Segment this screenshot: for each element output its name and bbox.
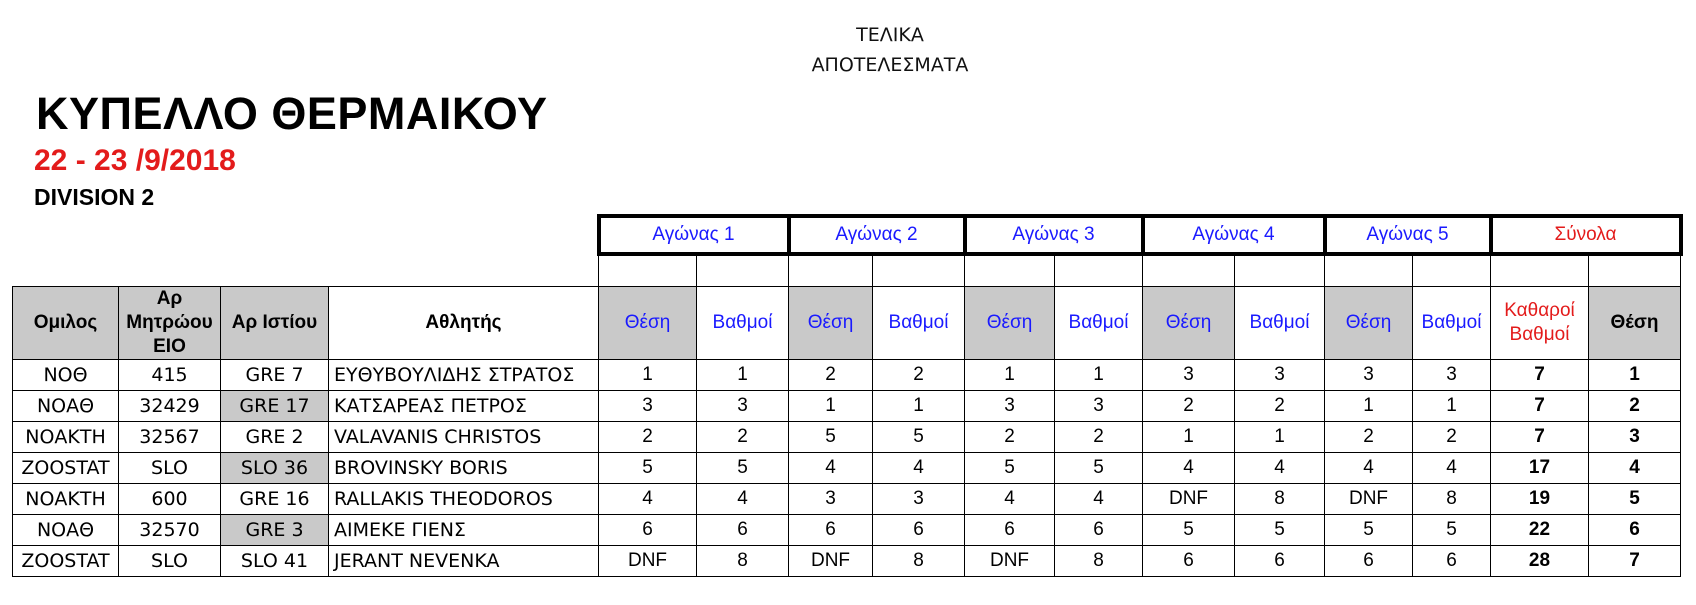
race-2-header: Αγώνας 2 <box>789 216 965 254</box>
race-2-position-cell: 4 <box>789 453 873 484</box>
race-2-points-cell: 2 <box>873 360 965 391</box>
spacer-row <box>13 254 1681 287</box>
reg-number-cell: 415 <box>119 360 221 391</box>
race-4-points-cell: 1 <box>1235 422 1325 453</box>
race-4-points-cell: 8 <box>1235 484 1325 515</box>
table-row <box>13 453 1681 484</box>
race-1-points-cell: 3 <box>697 391 789 422</box>
race-5-points-cell: 6 <box>1413 546 1491 577</box>
race-3-points-cell: 3 <box>1055 391 1143 422</box>
race-1-position-cell: 3 <box>599 391 697 422</box>
club-cell: ΝΟΑΘ <box>13 515 119 546</box>
club-cell: ΝΟΑΚΤΗ <box>13 484 119 515</box>
race-2-points-cell: 6 <box>873 515 965 546</box>
table-row <box>13 484 1681 515</box>
race-1-position-cell: 5 <box>599 453 697 484</box>
race-1-points-header: Βαθμοί <box>697 287 789 360</box>
race-2-position-cell: 6 <box>789 515 873 546</box>
sail-number-cell: GRE 7 <box>221 360 329 391</box>
race-3-position-cell: 3 <box>965 391 1055 422</box>
race-4-position-cell: 1 <box>1143 422 1235 453</box>
reg-number-cell: 32429 <box>119 391 221 422</box>
race-1-position-cell: 1 <box>599 360 697 391</box>
race-5-points-cell: 5 <box>1413 515 1491 546</box>
final-position-cell: 1 <box>1589 360 1681 391</box>
net-points-header: Καθαροί Βαθμοί <box>1491 287 1589 360</box>
race-4-position-cell: 2 <box>1143 391 1235 422</box>
race-5-position-cell: 6 <box>1325 546 1413 577</box>
net-points-cell: 22 <box>1491 515 1589 546</box>
race-2-points-cell: 8 <box>873 546 965 577</box>
results-table <box>12 214 1683 577</box>
race-1-points-cell: 2 <box>697 422 789 453</box>
race-3-position-cell: 6 <box>965 515 1055 546</box>
race-5-position-header: Θέση <box>1325 287 1413 360</box>
race-2-points-cell: 4 <box>873 453 965 484</box>
sail-number-cell: GRE 3 <box>221 515 329 546</box>
table-row <box>13 515 1681 546</box>
final-position-header: Θέση <box>1589 287 1681 360</box>
race-2-position-cell: 5 <box>789 422 873 453</box>
reg-number-cell: 32570 <box>119 515 221 546</box>
athlete-cell: VALAVANIS CHRISTOS <box>329 422 599 453</box>
race-4-position-cell: 4 <box>1143 453 1235 484</box>
race-5-header: Αγώνας 5 <box>1325 216 1491 254</box>
race-4-points-cell: 6 <box>1235 546 1325 577</box>
race-5-points-cell: 3 <box>1413 360 1491 391</box>
reg-number-cell: SLO <box>119 546 221 577</box>
race-2-position-cell: 3 <box>789 484 873 515</box>
race-4-points-cell: 4 <box>1235 453 1325 484</box>
race-4-position-header: Θέση <box>1143 287 1235 360</box>
race-3-points-cell: 4 <box>1055 484 1143 515</box>
athlete-cell: ΑΙΜΕΚΕ ΓΙΕΝΣ <box>329 515 599 546</box>
race-5-position-cell: 4 <box>1325 453 1413 484</box>
net-points-cell: 7 <box>1491 360 1589 391</box>
reg-number-cell: SLO <box>119 453 221 484</box>
table-row <box>13 546 1681 577</box>
final-position-cell: 6 <box>1589 515 1681 546</box>
division-label: DIVISION 2 <box>34 184 155 210</box>
table-row <box>13 360 1681 391</box>
table-row <box>13 422 1681 453</box>
race-4-position-cell: DNF <box>1143 484 1235 515</box>
final-position-cell: 7 <box>1589 546 1681 577</box>
race-5-points-header: Βαθμοί <box>1413 287 1491 360</box>
race-1-points-cell: 4 <box>697 484 789 515</box>
final-results-line1: ΤΕΛΙΚΑ <box>856 24 924 46</box>
net-points-cell: 17 <box>1491 453 1589 484</box>
race-2-position-cell: DNF <box>789 546 873 577</box>
sail-number-cell: GRE 17 <box>221 391 329 422</box>
race-1-position-cell: 2 <box>599 422 697 453</box>
net-points-cell: 28 <box>1491 546 1589 577</box>
race-4-position-cell: 3 <box>1143 360 1235 391</box>
sail-number-cell: GRE 2 <box>221 422 329 453</box>
reg-number-cell: 32567 <box>119 422 221 453</box>
sail-number-cell: GRE 16 <box>221 484 329 515</box>
event-title: ΚΥΠΕΛΛΟ ΘΕΡΜΑΙΚΟΥ <box>36 88 548 139</box>
club-cell: ZOOSTAT <box>13 546 119 577</box>
race-4-position-cell: 5 <box>1143 515 1235 546</box>
event-date: 22 - 23 /9/2018 <box>34 144 236 177</box>
athlete-cell: JERANT NEVENKA <box>329 546 599 577</box>
race-4-points-cell: 5 <box>1235 515 1325 546</box>
race-2-position-cell: 2 <box>789 360 873 391</box>
race-2-position-header: Θέση <box>789 287 873 360</box>
race-5-position-cell: 1 <box>1325 391 1413 422</box>
net-points-cell: 7 <box>1491 391 1589 422</box>
final-position-cell: 3 <box>1589 422 1681 453</box>
club-column-header: Ομιλος <box>13 287 119 360</box>
race-2-points-cell: 5 <box>873 422 965 453</box>
race-2-points-cell: 1 <box>873 391 965 422</box>
race-3-position-cell: 2 <box>965 422 1055 453</box>
race-4-points-cell: 3 <box>1235 360 1325 391</box>
totals-header: Σύνολα <box>1491 216 1681 254</box>
race-5-points-cell: 4 <box>1413 453 1491 484</box>
final-position-cell: 4 <box>1589 453 1681 484</box>
race-5-points-cell: 8 <box>1413 484 1491 515</box>
race-3-position-cell: 1 <box>965 360 1055 391</box>
race-1-points-cell: 8 <box>697 546 789 577</box>
club-cell: ΝΟΑΘ <box>13 391 119 422</box>
race-2-position-cell: 1 <box>789 391 873 422</box>
column-header-row <box>13 287 1681 360</box>
race-3-points-header: Βαθμοί <box>1055 287 1143 360</box>
race-4-points-cell: 2 <box>1235 391 1325 422</box>
race-1-points-cell: 5 <box>697 453 789 484</box>
sail-number-cell: SLO 36 <box>221 453 329 484</box>
club-cell: ΝΟΘ <box>13 360 119 391</box>
race-5-position-cell: 5 <box>1325 515 1413 546</box>
athlete-cell: ΚΑΤΣΑΡΕΑΣ ΠΕΤΡΟΣ <box>329 391 599 422</box>
race-4-header: Αγώνας 4 <box>1143 216 1325 254</box>
race-1-points-cell: 1 <box>697 360 789 391</box>
race-1-position-cell: 4 <box>599 484 697 515</box>
final-position-cell: 2 <box>1589 391 1681 422</box>
race-1-position-header: Θέση <box>599 287 697 360</box>
net-points-cell: 19 <box>1491 484 1589 515</box>
race-1-header: Αγώνας 1 <box>599 216 789 254</box>
reg-number-column-header: Αρ Μητρώου ΕΙΟ <box>119 287 221 360</box>
club-cell: ZOOSTAT <box>13 453 119 484</box>
sail-number-cell: SLO 41 <box>221 546 329 577</box>
race-3-points-cell: 8 <box>1055 546 1143 577</box>
race-3-position-cell: 4 <box>965 484 1055 515</box>
race-3-position-cell: DNF <box>965 546 1055 577</box>
race-3-points-cell: 6 <box>1055 515 1143 546</box>
race-3-position-cell: 5 <box>965 453 1055 484</box>
race-1-position-cell: DNF <box>599 546 697 577</box>
reg-number-cell: 600 <box>119 484 221 515</box>
race-3-position-header: Θέση <box>965 287 1055 360</box>
net-points-cell: 7 <box>1491 422 1589 453</box>
race-3-points-cell: 5 <box>1055 453 1143 484</box>
race-3-points-cell: 1 <box>1055 360 1143 391</box>
club-cell: ΝΟΑΚΤΗ <box>13 422 119 453</box>
race-3-points-cell: 2 <box>1055 422 1143 453</box>
athlete-cell: BROVINSKY BORIS <box>329 453 599 484</box>
race-2-points-cell: 3 <box>873 484 965 515</box>
race-5-points-cell: 2 <box>1413 422 1491 453</box>
race-2-points-header: Βαθμοί <box>873 287 965 360</box>
final-results-line2: ΑΠΟΤΕΛΕΣΜΑΤΑ <box>811 54 969 76</box>
race-5-position-cell: DNF <box>1325 484 1413 515</box>
race-4-position-cell: 6 <box>1143 546 1235 577</box>
race-5-points-cell: 1 <box>1413 391 1491 422</box>
final-position-cell: 5 <box>1589 484 1681 515</box>
table-row <box>13 391 1681 422</box>
athlete-cell: ΕΥΘΥΒΟΥΛΙΔΗΣ ΣΤΡΑΤΟΣ <box>329 360 599 391</box>
final-results-heading <box>770 20 1010 80</box>
race-3-header: Αγώνας 3 <box>965 216 1143 254</box>
athlete-cell: RALLAKIS THEODOROS <box>329 484 599 515</box>
sail-number-column-header: Αρ Ιστίου <box>221 287 329 360</box>
race-5-position-cell: 2 <box>1325 422 1413 453</box>
athlete-column-header: Αθλητής <box>329 287 599 360</box>
race-header-row <box>13 216 1681 254</box>
race-1-points-cell: 6 <box>697 515 789 546</box>
race-1-position-cell: 6 <box>599 515 697 546</box>
race-4-points-header: Βαθμοί <box>1235 287 1325 360</box>
race-5-position-cell: 3 <box>1325 360 1413 391</box>
